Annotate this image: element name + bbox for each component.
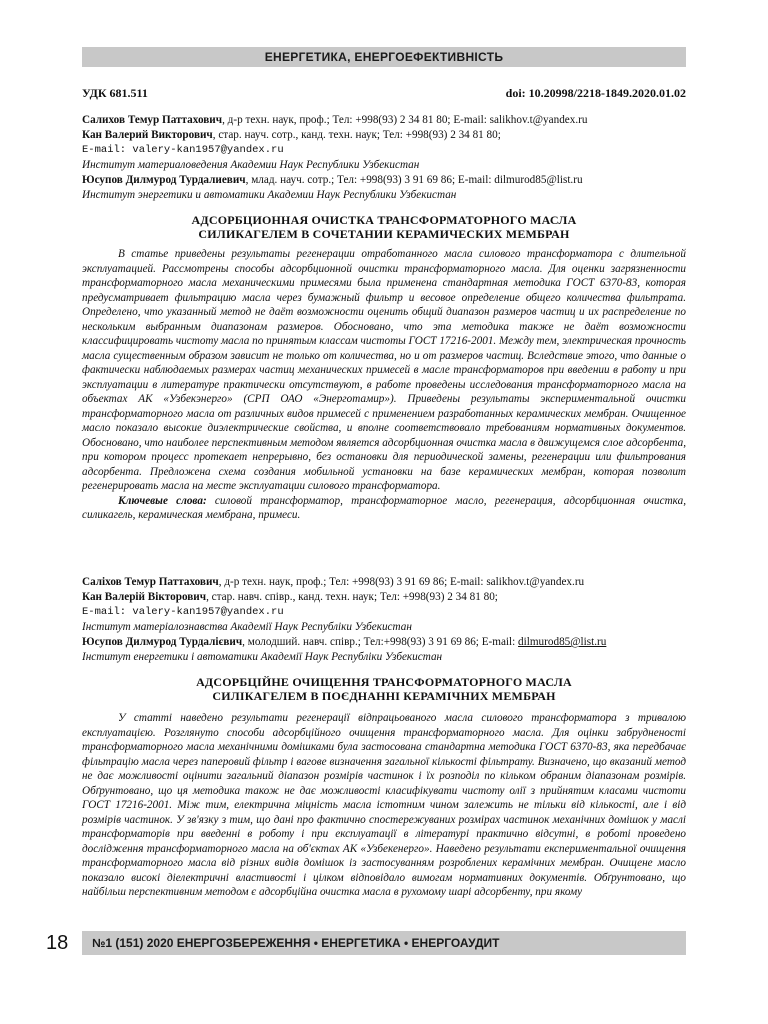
abstract-ua: [82, 711, 686, 900]
title-line: СИЛІКАГЕЛЕМ В ПОЄДНАННІ КЕРАМІЧНИХ МЕМБРАН: [212, 689, 556, 703]
authors-ru: [82, 113, 686, 203]
author-details: , д-р техн. наук, проф.; Тел: +998(93) 2 34 81 80; E-mail: salikhov.t@yandex.ru: [222, 114, 588, 126]
keywords-ru: [82, 494, 686, 523]
institute-ru-2: Институт энергетики и автоматики Академии Наук Республики Узбекистан: [82, 189, 457, 201]
journal-footer: №1 (151) 2020 ЕНЕРГОЗБЕРЕЖЕННЯ • ЕНЕРГЕТИКА • ЕНЕРГОАУДИТ: [82, 931, 686, 955]
abstract-text: У статті наведено результати регенерації відпрацьованого масла силового трансформатора з тривалою експлуатацією. Розглянуто способи адсорбційного очищення трансформаторного масла. Для оцінки забрудненості трансформаторного масла механічними домішками була застосована стандартна методика ГОСТ 6370-83, яка передбачає фільтрацію масла через паперовий фільтр і вагове визначення загальної кількості фільтрату. Визначено, що вказаний метод не дає можливості оцінити загальний діапазон розмірів частинок і їх розподіл по кільком обраним діапазонам розмірів. Обґрунтовано, що ця методика також не дає можливості класифікувати чистоту олії з прийнятим класами чистоти ГОСТ 17216-2001. Між тим, електрична міцність масла істотним чином залежить не тільки від кількості, але і від розмірів частинок. У зв'язку з тим, що дані про фактично спостережуваних розмірах частинок механічних домішок у маслі трансформаторів при введенні в роботу і при експлуатації в літературі практично відсутні, в роботі проведено дослідження трансформаторного масла на об'єктах АК «Узбекенерго». Наведено результати експериментальної очищення трансформаторного масла від різних видів домішок із застосуванням розроблених керамічних мембран. Очищене масло показало високі діелектричні властивості і цілком відповідало вимогам нормативних документів. Обґрунтовано, що найбільш перспективним методом є адсорбційна очистка масла в рухомому шарі адсорбенту, при якому: [82, 712, 686, 898]
article-title-ru: [82, 213, 686, 241]
page-number: 18: [46, 932, 69, 954]
author-ua-3: [82, 635, 686, 650]
author-ru-1: [82, 113, 686, 128]
doi: doi: 10.20998/2218-1849.2020.01.02: [505, 86, 686, 100]
article-title-ua: [82, 675, 686, 703]
author-name: Саліхов Темур Паттахович: [82, 576, 219, 588]
author-name: Кан Валерій Вікторович: [82, 591, 207, 603]
title-line: АДСОРБЦІЙНЕ ОЧИЩЕННЯ ТРАНСФОРМАТОРНОГО МАСЛА: [196, 675, 572, 689]
author-name: Салихов Темур Паттахович: [82, 114, 223, 126]
institute-ua-1: Інститут матеріалознавства Академії Наук Республіки Узбекистан: [82, 621, 412, 633]
author-ru-2-email: E-mail: valery-kan1957@yandex.ru: [82, 144, 284, 156]
abstract-text: В статье приведены результаты регенерации отработанного масла силового трансформатора с длительной эксплуатацией. Рассмотрены способы адсорбционной очистки трансформаторного масла. Для оценки загрязненности трансформаторного масла механическими примесями была применена стандартная методика ГОСТ 6370-83, которая предусматривает фильтрацию масла через бумажный фильтр и весовое определение общего количества фильтрата. Определено, что указанный метод не даёт возможности оценить общий диапазон размеров частиц и их распределение по нескольким выбранным диапазонам размеров. Обосновано, что эта методика также не даёт возможности классифицировать чистоту масла по принятым классам чистоты ГОСТ 17216-2001. Между тем, электрическая прочность масла существенным образом зависит не только от количества, но и от размеров частиц. Вследствие этого, что данные о фактически наблюдаемых размерах частиц механических примесей в масле трансформаторов при введении в работу и при эксплуатации в литературе практически отсутствуют, в работе проведены исследования трансформаторного масла на объектах АК «Узбекэнерго» (СРП ОАО «Энерготамир»). Приведены результаты экспериментальной очистки трансформаторного масла от различных видов примесей с применением разработанных керамических мембран. Очищенное масло показало высокие диэлектрические свойства, и вполне соответствовало требованиям нормативных документов. Обосновано, что наиболее перспективным методом является адсорбционная очистка масла в движущемся слое адсорбента, при котором процесс протекает непрерывно, без остановки для периодической замены, регенерации или фильтрования адсорбента. Предложена схема создания мобильной установки на базе керамических мембран, которая позволит регенерировать масла на месте эксплуатации силового трансформатора.: [82, 248, 687, 492]
author-details: , молодший. навч. співр.; Тел:+998(93) 3 91 69 86; E-mail:: [242, 636, 519, 648]
author-name: Юсупов Дилмурод Турдалієвич: [82, 636, 243, 648]
author-details: , стар. науч. сотр., канд. техн. наук; Тел: +998(93) 2 34 81 80;: [212, 129, 501, 141]
keywords-text: силовой трансформатор, трансформаторное масло, регенерация, адсорбционная очистка, силикагель, керамическая мембрана, примеси.: [82, 494, 686, 521]
author-details: , стар. навч. співр., канд. техн. наук; Тел: +998(93) 2 34 81 80;: [206, 591, 498, 603]
author-name: Кан Валерий Викторович: [82, 129, 213, 141]
keywords-label: Ключевые слова:: [118, 494, 207, 507]
author-details: , д-р техн. наук, проф.; Тел: +998(93) 3 91 69 86; E-mail: salikhov.t@yandex.ru: [218, 576, 585, 588]
institute-ru-1: Институт материаловедения Академии Наук Республики Узбекистан: [82, 159, 420, 171]
author-ru-3: [82, 173, 686, 188]
title-line: СИЛИКАГЕЛЕМ В СОЧЕТАНИИ КЕРАМИЧЕСКИХ МЕМБРАН: [198, 227, 570, 241]
udk-code: УДК 681.511: [82, 86, 148, 100]
author-ua-2-email: E-mail: valery-kan1957@yandex.ru: [82, 606, 284, 618]
author-ua-2: [82, 590, 686, 605]
title-line: АДСОРБЦИОННАЯ ОЧИСТКА ТРАНСФОРМАТОРНОГО МАСЛА: [191, 213, 577, 227]
author-ua-1: [82, 575, 686, 590]
author-details: , млад. науч. сотр.; Тел: +998(93) 3 91 69 86; E-mail: dilmurod85@list.ru: [245, 174, 583, 186]
authors-ua: [82, 575, 686, 665]
section-header: ЕНЕРГЕТИКА, ЕНЕРГОЕФЕКТИВНІСТЬ: [82, 47, 686, 67]
abstract-ru: [82, 247, 686, 523]
email-link[interactable]: dilmurod85@list.ru: [518, 636, 607, 648]
udk-doi-row: [82, 86, 686, 100]
institute-ua-2: Інститут енергетики і автоматики Академії Наук Республіки Узбекистан: [82, 651, 443, 663]
author-ru-2: [82, 128, 686, 143]
author-name: Юсупов Дилмурод Турдалиевич: [82, 174, 246, 186]
